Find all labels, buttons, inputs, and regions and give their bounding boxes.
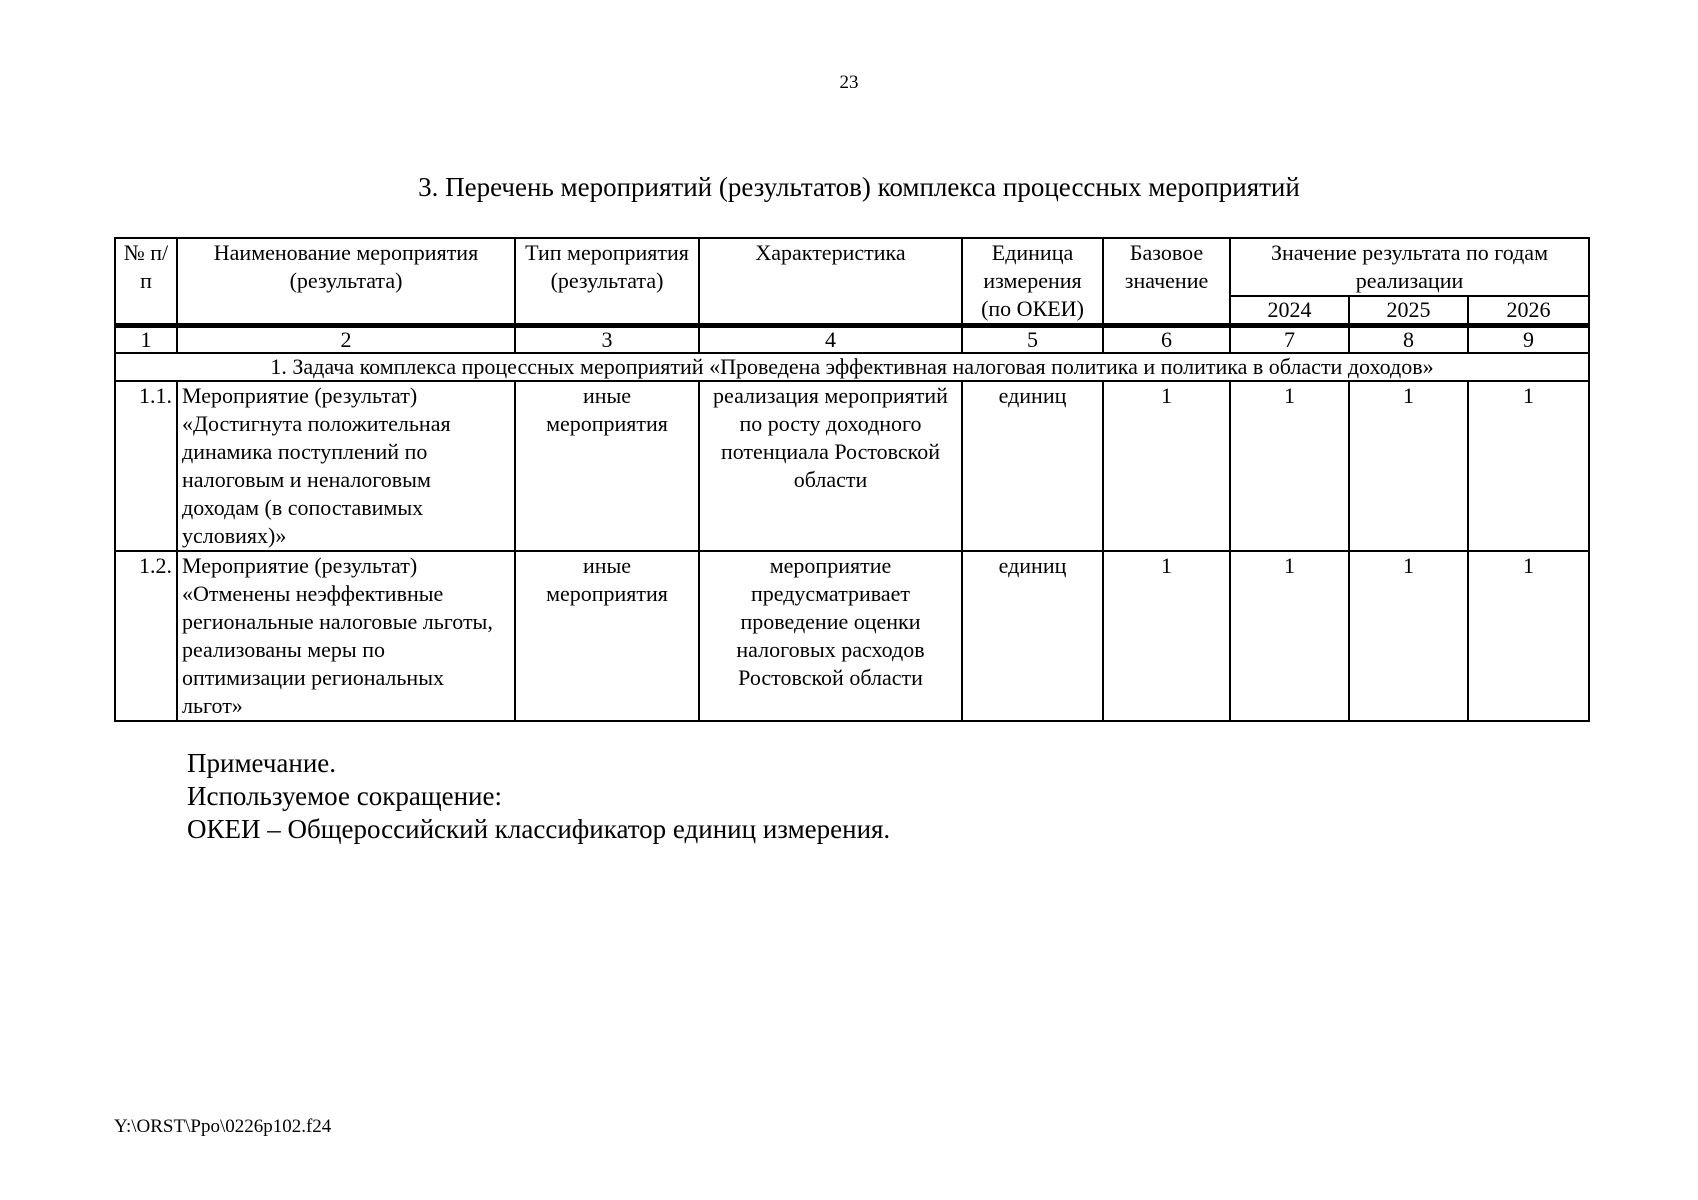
note-title: Примечание. — [187, 748, 337, 778]
row-value-2025: 1 — [1349, 381, 1468, 551]
header-year-2024: 2024 — [1230, 296, 1349, 326]
note-subtitle: Используемое сокращение: — [187, 781, 502, 811]
section-title — [0, 172, 1698, 203]
header-name: Наименование мероприятия (результата) — [177, 238, 515, 326]
column-number: 6 — [1103, 326, 1230, 354]
row-value-2026: 1 — [1468, 381, 1589, 551]
header-base: Базовое значение — [1103, 238, 1230, 326]
table-row — [115, 381, 1589, 551]
table-row — [115, 551, 1589, 721]
header-characteristic: Характеристика — [699, 238, 962, 326]
row-type: иные мероприятия — [515, 381, 699, 551]
column-number: 9 — [1468, 326, 1589, 354]
section-title-text: 3. Перечень мероприятий (результатов) комплекса процессных мероприятий — [418, 172, 1300, 202]
column-number: 2 — [177, 326, 515, 354]
header-row — [115, 238, 1589, 296]
row-num: 1.2. — [115, 551, 177, 721]
row-characteristic: мероприятие предусматривает проведение оценки налоговых расходов Ростовской области — [699, 551, 962, 721]
row-base: 1 — [1103, 381, 1230, 551]
row-characteristic: реализация мероприятий по росту доходного потенциала Ростовской области — [699, 381, 962, 551]
column-number: 4 — [699, 326, 962, 354]
note-block — [187, 747, 890, 846]
measures-table — [114, 237, 1590, 722]
note-abbreviation: ОКЕИ – Общероссийский классификатор единиц измерения. — [187, 814, 891, 844]
row-base: 1 — [1103, 551, 1230, 721]
row-type: иные мероприятия — [515, 551, 699, 721]
column-number: 3 — [515, 326, 699, 354]
page-number: 23 — [839, 72, 859, 93]
row-unit: единиц — [962, 381, 1103, 551]
row-value-2025: 1 — [1349, 551, 1468, 721]
header-value-group: Значение результата по годам реализации — [1230, 238, 1589, 296]
row-value-2024: 1 — [1230, 551, 1349, 721]
header-year-2025: 2025 — [1349, 296, 1468, 326]
column-number-row — [115, 326, 1589, 354]
header-type: Тип мероприятия (результата) — [515, 238, 699, 326]
header-unit: Единица измерения (по ОКЕИ) — [962, 238, 1103, 326]
row-num: 1.1. — [115, 381, 177, 551]
column-number: 1 — [115, 326, 177, 354]
footer-file-path: Y:\ORST\Ppo\0226p102.f24 — [114, 1116, 332, 1137]
row-name: Мероприятие (результат) «Достигнута положительная динамика поступлений по налоговым и неналоговым доходам (в сопоставимых условиях)» — [177, 381, 515, 551]
column-number: 5 — [962, 326, 1103, 354]
row-value-2024: 1 — [1230, 381, 1349, 551]
header-year-2026: 2026 — [1468, 296, 1589, 326]
column-number: 7 — [1230, 326, 1349, 354]
row-value-2026: 1 — [1468, 551, 1589, 721]
column-number: 8 — [1349, 326, 1468, 354]
task-row — [115, 353, 1589, 381]
task-title: 1. Задача комплекса процессных мероприятий «Проведена эффективная налоговая политика и политика в области доходов» — [115, 353, 1589, 381]
header-num: № п/п — [115, 238, 177, 326]
row-name: Мероприятие (результат) «Отменены неэффективные региональные налоговые льготы, реализованы меры по оптимизации региональных льгот» — [177, 551, 515, 721]
row-unit: единиц — [962, 551, 1103, 721]
